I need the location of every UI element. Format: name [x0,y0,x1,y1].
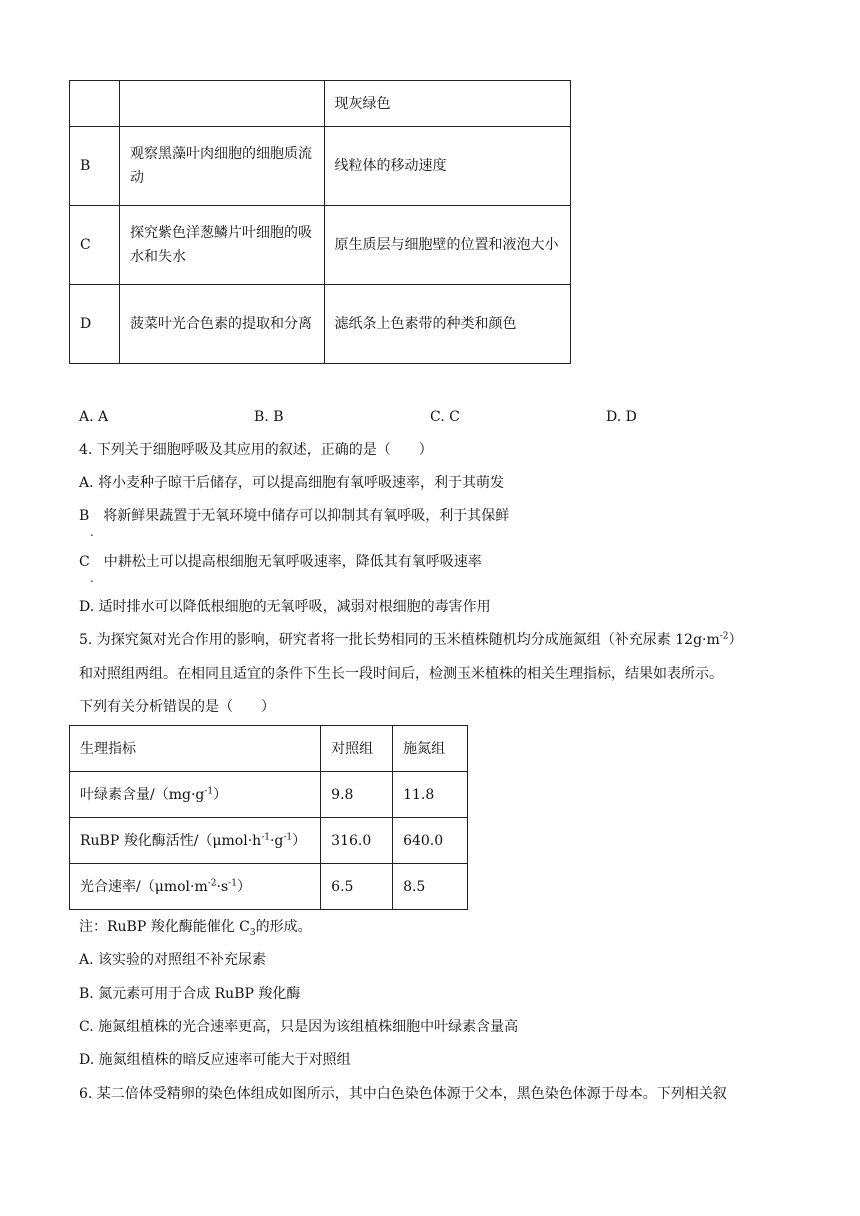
dot-mark: . [90,571,94,585]
dot-mark: . [90,525,94,539]
q4-stem: 4. 下列关于细胞呼吸及其应用的叙述，正确的是（ ） [79,442,433,458]
q5-stem-line1: 5. 为探究氮对光合作用的影响，研究者将一批长势相同的玉米植株随机均分成施氮组（补充尿素 $12g\cdot m^{-2}$） [79,631,743,648]
experiment-cell: 探究紫色洋葱鳞片叶细胞的吸水和失水 [119,206,324,285]
header-nitrogen: 施氮组 [393,726,468,772]
q5-stem-line3: 下列有关分析错误的是（ ） [79,699,275,715]
row-label: B [70,127,120,206]
q5-note: 注：RuBP 羧化酶能催化 $C_3$的形成。 [79,919,312,938]
experiment-cell: 观察黑藻叶肉细胞的细胞质流动 [119,127,324,206]
row-label: C [70,206,120,285]
row-label: D [70,285,120,364]
table-row [70,864,468,910]
experiment-table [69,80,571,364]
q5-stem-line2: 和对照组两组。在相同且适宜的条件下生长一段时间后，检测玉米植株的相关生理指标，结果如表所示。 [79,666,723,682]
observation-cell: 线粒体的移动速度 [324,127,570,206]
control-value: 6.5 [321,864,393,910]
q5-option-c: C. 施氮组植株的光合速率更高，只是因为该组植株细胞中叶绿素含量高 [79,1019,519,1035]
nitrogen-value: 8.5 [393,864,468,910]
nitrogen-value: 640.0 [393,818,468,864]
q5-option-d: D. 施氮组植株的暗反应速率可能大于对照组 [79,1052,351,1068]
q4-option-b: B 将新鲜果蔬置于无氧环境中储存可以抑制其有氧呼吸，利于其保鲜 [79,508,510,524]
table-row [70,285,571,364]
q3-option-d: D. D [606,409,637,425]
q5-option-b: B. 氮元素可用于合成 RuBP 羧化酶 [79,986,301,1002]
indicator-name: 叶绿素含量$/(mg\cdot g^{-1})$ [70,772,321,818]
table-row [70,81,571,127]
table-row [70,818,468,864]
row-label [70,81,120,127]
q4-option-c: C 中耕松土可以提高根细胞无氧呼吸速率，降低其有氧呼吸速率 [79,554,482,570]
q4-option-d: D. 适时排水可以降低根细胞的无氧呼吸，减弱对根细胞的毒害作用 [79,599,491,615]
observation-cell: 滤纸条上色素带的种类和颜色 [324,285,570,364]
q6-stem: 6. 某二倍体受精卵的染色体组成如图所示，其中白色染色体源于父本，黑色染色体源于母本。下列相关叙 [79,1086,727,1102]
q3-option-c: C. C [430,409,460,425]
table-row [70,206,571,285]
experiment-cell [119,81,324,127]
table-row [70,127,571,206]
nitrogen-results-table [69,725,468,910]
header-index: 生理指标 [70,726,321,772]
indicator-name: RuBP 羧化酶活性$/(\mu mol\cdot h^{-1}\cdot g^{-1})$ [70,818,321,864]
experiment-cell: 菠菜叶光合色素的提取和分离 [119,285,324,364]
q5-option-a: A. 该实验的对照组不补充尿素 [79,952,267,968]
header-control: 对照组 [321,726,393,772]
table-row [70,772,468,818]
observation-cell: 现灰绿色 [324,81,570,127]
nitrogen-value: 11.8 [393,772,468,818]
q3-option-b: B. B [254,409,284,425]
indicator-name: 光合速率$/(\mu mol\cdot m^{-2}\cdot s^{-1})$ [70,864,321,910]
table-header-row [70,726,468,772]
control-value: 9.8 [321,772,393,818]
q4-option-a: A. 将小麦种子晾干后储存，可以提高细胞有氧呼吸速率，利于其萌发 [79,475,505,491]
q3-option-a: A. A [79,409,109,425]
observation-cell: 原生质层与细胞壁的位置和液泡大小 [324,206,570,285]
control-value: 316.0 [321,818,393,864]
